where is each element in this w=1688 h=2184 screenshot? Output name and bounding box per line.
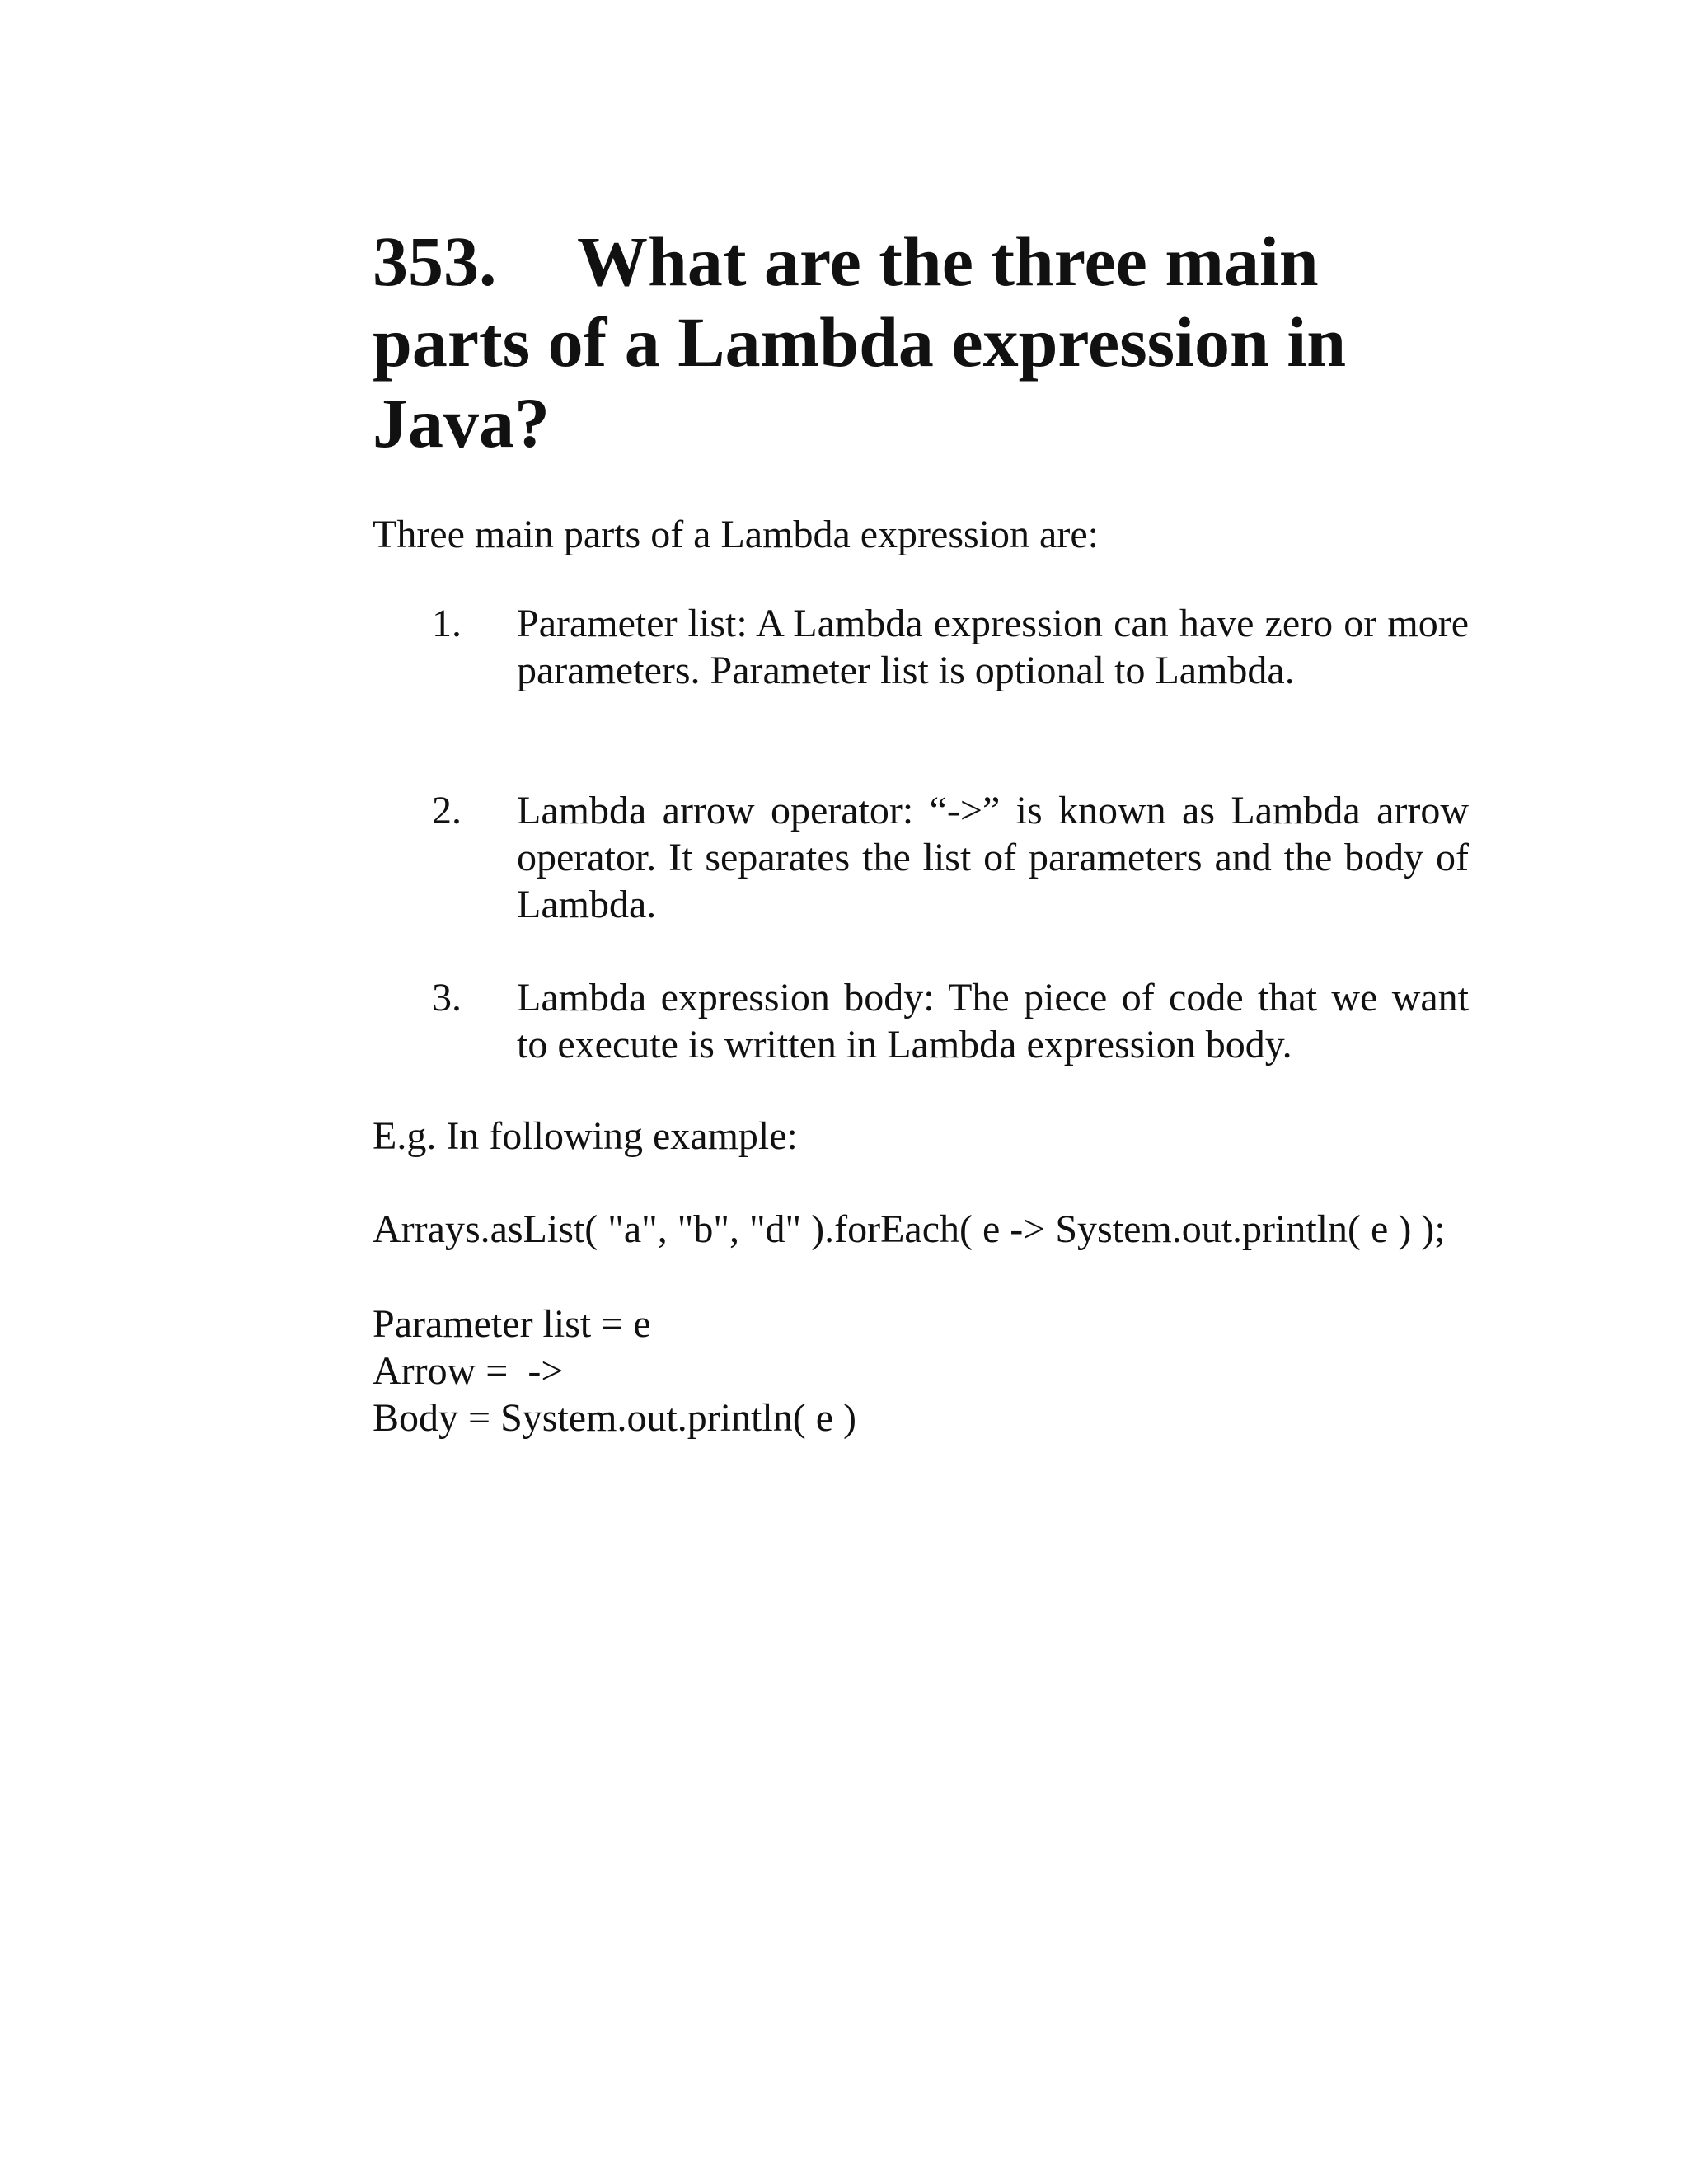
list-marker: 3. [432,976,462,1019]
question-number: 353. [373,222,497,301]
list-item [373,974,1469,1068]
list-marker: 2. [432,789,462,832]
question-title: What are the three main parts of a Lambda expression in Java? [373,222,1347,462]
question-heading [373,221,1469,463]
list-item [373,600,1469,694]
intro-paragraph: Three main parts of a Lambda expression are: [373,513,1099,556]
parameter-list-line: Parameter list = e [373,1302,651,1346]
code-example: Arrays.asList( "a", "b", "d" ).forEach( e -> System.out.println( e ) ); [373,1207,1446,1251]
list-marker: 1. [432,602,462,645]
list-item [373,787,1469,928]
parts-list [373,600,1469,1068]
arrow-line: Arrow = -> [373,1349,564,1393]
list-item-text: Parameter list: A Lambda expression can have zero or more parameters. Parameter list is optional to Lambda. [517,602,1469,692]
example-label: E.g. In following example: [373,1114,798,1158]
list-item-text: Lambda arrow operator: “->” is known as Lambda arrow operator. It separates the list of parameters and the body of Lambda. [517,789,1469,926]
example-breakdown [373,1301,1469,1441]
list-item-text: Lambda expression body: The piece of code that we want to execute is written in Lambda expression body. [517,976,1469,1066]
document-page [373,221,1469,1441]
body-line: Body = System.out.println( e ) [373,1396,857,1440]
